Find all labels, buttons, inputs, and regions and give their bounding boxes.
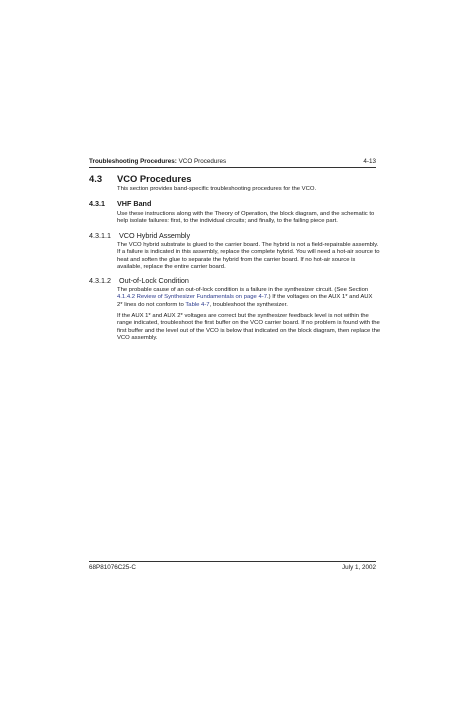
lock-paragraph-2 [117,313,381,343]
section-reference-link[interactable]: 4.1.4.2 Review of Synthesizer Fundamentals on page 4-7 [117,294,267,301]
footer-date: July 1, 2002 [342,564,376,571]
hybrid-title: VCO Hybrid Assembly [119,231,191,240]
paragraph-line: help isolate failures: first, to the individual circuits; and finally, to the failing piece part. [117,218,338,225]
paragraph-text: , troubleshoot the synthesizer. [209,301,288,308]
section-intro-text: This section provides band-specific troubleshooting procedures for the VCO. [117,186,317,192]
paragraph-line: range indicated, troubleshoot the first buffer on the VCO carrier board. If no problem is found with the [117,320,380,327]
hybrid-heading [89,231,190,240]
section-number: 4.3 [89,173,103,184]
header-page-number: 4-13 [363,158,376,165]
lock-paragraph-1 [117,287,377,309]
footer-divider [89,561,376,562]
paragraph-line: Use these instructions along with the Theory of Operation, the block diagram, and the schematic to [117,211,375,217]
header-chapter-label: Troubleshooting Procedures: [89,158,177,165]
paragraph-line: The VCO hybrid substrate is glued to the carrier board. The hybrid is not a field-repairable assembly. [117,242,379,248]
lock-title: Out-of-Lock Condition [119,276,189,285]
paragraph-line: If a failure is indicated in this assembly, replace the complete hybrid. You will need a hot-air source to [117,249,380,256]
subsection-heading [89,199,151,208]
paragraph-line: VCO assembly. [117,335,158,342]
subsection-number: 4.3.1 [89,199,105,208]
section-intro [117,186,377,193]
hybrid-paragraph [117,242,380,272]
lock-heading [89,276,189,285]
paragraph-line: available, replace the entire carrier board. [117,264,226,271]
header-divider [89,167,376,168]
subsection-paragraph [117,211,377,226]
paragraph-text: .) If the voltages on the AUX 1* and AUX [266,294,373,301]
section-heading [89,173,192,184]
paragraph-line [117,302,377,309]
header-section-name: VCO Procedures [176,158,227,165]
paragraph-text: 2* lines do not conform to [117,301,186,308]
paragraph-line [117,294,377,301]
subsection-title: VHF Band [117,199,152,208]
footer-doc-number: 68P81076C25-C [89,564,136,571]
paragraph-line: first buffer and the level out of the VCO is below that indicated on the block diagram, then replace the [117,327,381,334]
paragraph-line: heat and soften the glue to separate the hybrid from the carrier board. If no hot-air source is [117,256,356,263]
paragraph-line: If the AUX 1* and AUX 2* voltages are correct but the synthesizer feedback level is not within the [117,313,369,319]
paragraph-line: The probable cause of an out-of-lock condition is a failure in the synthesizer circuit. (See Section [117,287,369,293]
table-reference-link[interactable]: Table 4-7 [185,301,210,308]
section-title: VCO Procedures [117,173,192,184]
lock-number: 4.3.1.2 [89,276,111,285]
hybrid-number: 4.3.1.1 [89,231,111,240]
header-section-title [89,158,226,166]
